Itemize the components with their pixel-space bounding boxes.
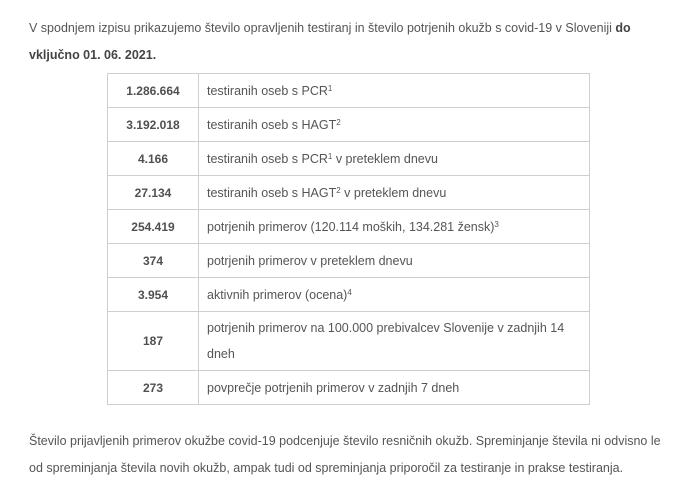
stat-label: povprečje potrjenih primerov v zadnjih 7 dneh	[207, 380, 460, 395]
stat-label: aktivnih primerov (ocena)	[207, 287, 348, 302]
stat-description	[199, 142, 590, 176]
footnote-ref[interactable]: 2	[336, 185, 341, 195]
stat-description	[199, 244, 590, 278]
table-row	[108, 210, 590, 244]
stat-description	[199, 210, 590, 244]
stat-description	[199, 371, 590, 405]
stat-description	[199, 74, 590, 108]
table-row	[108, 74, 590, 108]
table-row	[108, 142, 590, 176]
footnote-ref[interactable]: 1	[327, 83, 333, 93]
stat-value: 3.192.018	[108, 108, 199, 142]
stat-description	[199, 312, 590, 371]
stat-label: potrjenih primerov v preteklem dnevu	[207, 253, 413, 268]
table-row	[108, 312, 590, 371]
stat-value: 374	[108, 244, 199, 278]
stat-label: testiranih oseb s PCR	[207, 83, 328, 98]
stat-description	[199, 176, 590, 210]
outro-paragraph: Število prijavljenih primerov okužbe covid-19 podcenjuje število resničnih okužb. Spreminjanje števila ni odvisno le od spreminjanja števila novih okužb, ampak tudi od spreminjanja priporočil za testiranje in prakse testiranja.	[29, 434, 661, 475]
stat-suffix: v preteklem dnevu	[332, 151, 438, 166]
stat-value: 1.286.664	[108, 74, 199, 108]
stat-label: testiranih oseb s HAGT	[207, 117, 337, 132]
intro-date: do vključno 01. 06. 2021.	[29, 21, 631, 62]
table-row	[108, 176, 590, 210]
stat-value: 4.166	[108, 142, 199, 176]
stat-label: testiranih oseb s PCR	[207, 151, 328, 166]
stat-description	[199, 278, 590, 312]
stat-description	[199, 108, 590, 142]
intro-text: V spodnjem izpisu prikazujemo število opravljenih testiranj in število potrjenih okužb s covid-19 v Sloveniji	[29, 21, 616, 35]
stat-label: potrjenih primerov na 100.000 prebivalcev Slovenije v zadnjih 14 dneh	[207, 321, 565, 361]
footnote-ref[interactable]: 4	[347, 287, 352, 297]
stat-value: 273	[108, 371, 199, 405]
intro-paragraph	[29, 15, 669, 69]
table-row	[108, 371, 590, 405]
footnote-ref[interactable]: 3	[494, 219, 499, 229]
stat-label: potrjenih primerov (120.114 moških, 134.281 žensk)	[207, 219, 495, 234]
footnote-ref[interactable]: 2	[336, 117, 341, 127]
stat-suffix: v preteklem dnevu	[340, 185, 447, 200]
stat-value: 3.954	[108, 278, 199, 312]
table-row	[108, 278, 590, 312]
footnote-ref[interactable]: 1	[327, 151, 333, 161]
stat-value: 187	[108, 312, 199, 371]
stat-value: 254.419	[108, 210, 199, 244]
table-row	[108, 108, 590, 142]
stat-label: testiranih oseb s HAGT	[207, 185, 337, 200]
table-row	[108, 244, 590, 278]
statistics-table	[107, 73, 590, 405]
stat-value: 27.134	[108, 176, 199, 210]
